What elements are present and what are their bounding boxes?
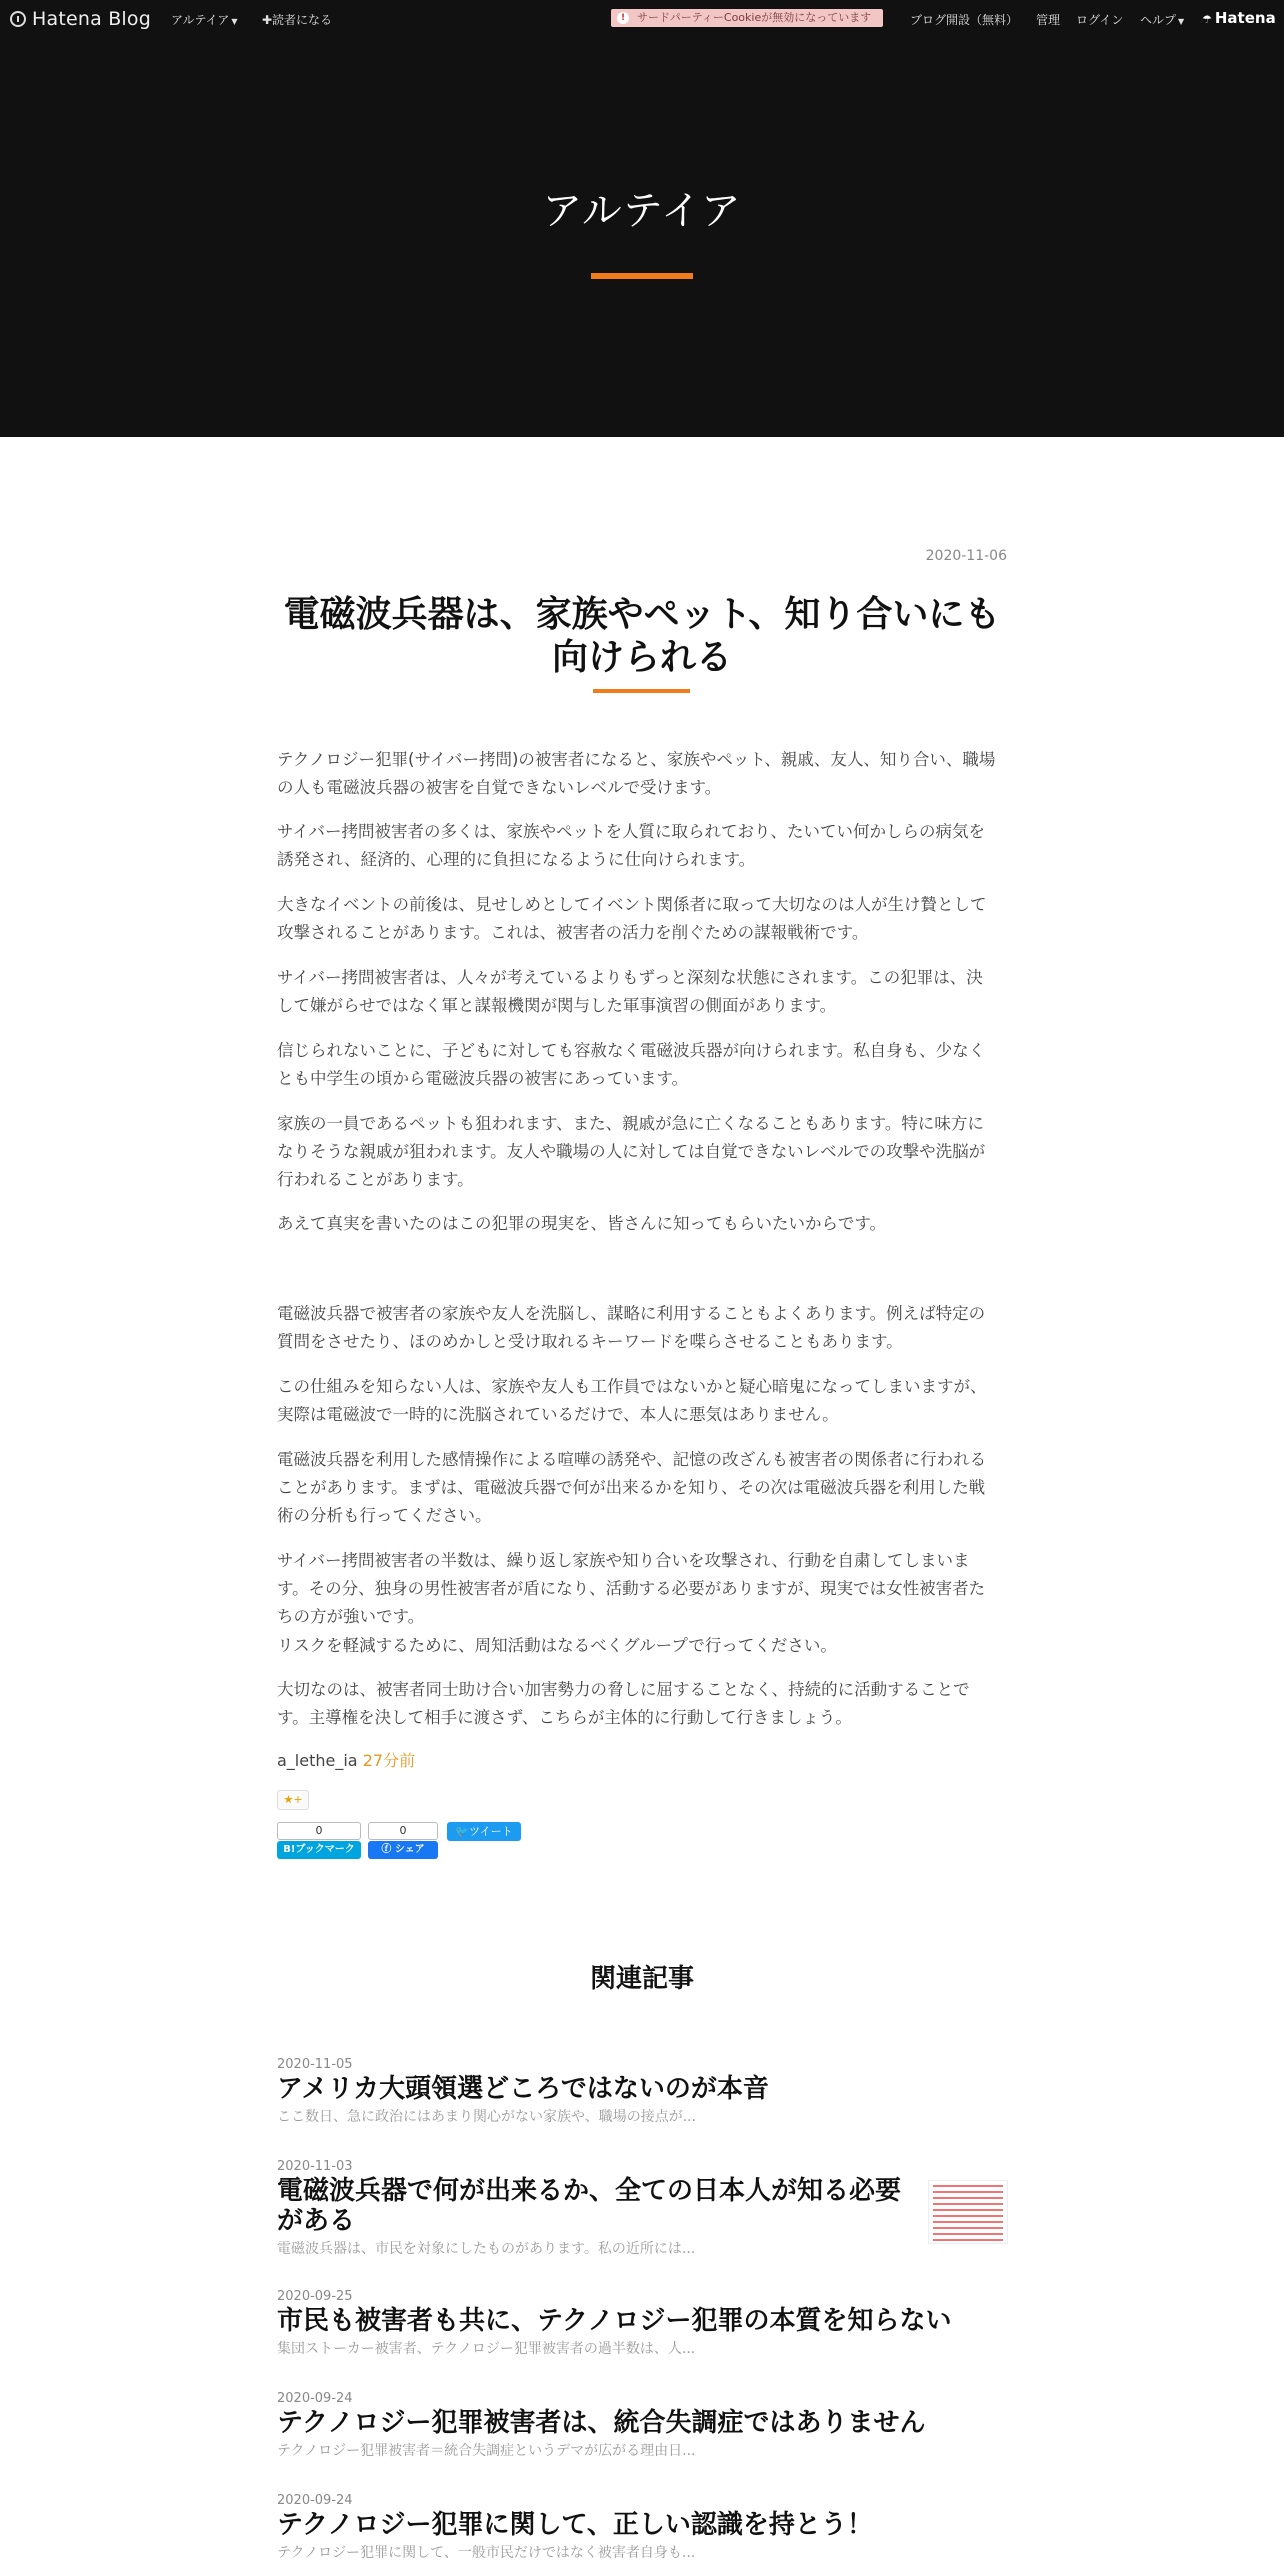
entry-paragraph: 大切なのは、被害者同士助け合い加害勢力の脅しに屈することなく、持続的に活動することです。主導権を決して相手に渡さず、こちらが主体的に行動して行きましょう。 xyxy=(277,1680,970,1727)
related-title[interactable]: テクノロジー犯罪被害者は、統合失調症ではありません xyxy=(277,2408,926,2438)
hatena-bookmark-share[interactable] xyxy=(277,1822,361,1859)
related-snippet: ここ数日、急に政治にはあまり関心がない家族や、職場の接点が... xyxy=(277,2109,697,2125)
facebook-share-button[interactable] xyxy=(368,1841,438,1859)
related-title[interactable]: 電磁波兵器で何が出来るか、全ての日本人が知る必要がある xyxy=(277,2176,902,2236)
cookie-warning[interactable] xyxy=(611,9,883,27)
cookie-warning-text: サードパーティーCookieが無効になっています xyxy=(637,11,872,24)
related-title[interactable]: アメリカ大頭領選どころではないのが本音 xyxy=(277,2074,769,2104)
open-blog-link[interactable]: ブログ開設（無料） xyxy=(910,13,1019,27)
related-snippet: 集団ストーカー被害者、テクノロジー犯罪被害者の過半数は、人... xyxy=(277,2341,696,2357)
entry-footer xyxy=(277,1748,415,1771)
facebook-icon: ⓕ xyxy=(381,1844,395,1855)
blog-menu-label: アルテイア xyxy=(171,13,230,27)
entry-paragraph: サイバー拷問被害者の半数は、繰り返し家族や知り合いを攻撃され、行動を自粛してしまいます。その分、独身の男性被害者が盾になり、活動する必要がありますが、現実では女性被害者たちの方が強いです。 xyxy=(277,1551,986,1626)
blog-title[interactable]: アルテイア xyxy=(542,188,742,234)
blog-menu[interactable] xyxy=(171,11,237,28)
logo-text: Hatena Blog xyxy=(32,8,151,30)
hatena-link[interactable] xyxy=(1202,9,1276,27)
related-item[interactable] xyxy=(277,2391,1007,2460)
related-heading: 関連記事 xyxy=(589,1964,694,1994)
related-snippet: 電磁波兵器は、市民を対象にしたものがあります。私の近所には... xyxy=(277,2241,696,2257)
related-item[interactable] xyxy=(277,2493,1007,2562)
blog-header xyxy=(0,37,1284,437)
entry-title-underline xyxy=(593,689,690,693)
bookmark-count: 0 xyxy=(277,1822,361,1840)
global-header xyxy=(0,0,1284,37)
facebook-share[interactable] xyxy=(368,1822,438,1859)
add-star-button[interactable]: ★+ xyxy=(277,1790,309,1810)
caret-down-icon: ▼ xyxy=(1178,17,1185,26)
related-item[interactable] xyxy=(277,2057,1007,2126)
entry-paragraph: この仕組みを知らない人は、家族や友人も工作員ではないかと疑心暗鬼になってしまいますが、実際は電磁波で一時的に洗脳されているだけで、本人に悪気はありません。 xyxy=(277,1377,987,1424)
hatena-label: Hatena xyxy=(1214,9,1276,27)
hatena-blog-logo[interactable] xyxy=(10,8,151,30)
entry-paragraph: 家族の一員であるペットも狙われます、また、親戚が急に亡くなることもあります。特に味方になりそうな親戚が狙われます。友人や職場の人に対しては自覚できないレベルでの攻撃や洗脳が行われることがあります。 xyxy=(277,1114,986,1189)
related-thumbnail[interactable] xyxy=(928,2180,1008,2244)
login-link[interactable]: ログイン xyxy=(1076,13,1124,27)
twitter-bird-icon: 🐦 xyxy=(455,1825,470,1838)
related-item[interactable] xyxy=(277,2289,1007,2358)
related-snippet: テクノロジー犯罪に関して、一般市民だけではなく被害者自身も... xyxy=(277,2545,696,2561)
related-item[interactable] xyxy=(277,2159,917,2258)
subscribe-button[interactable]: ✚読者になる xyxy=(262,13,333,27)
help-menu[interactable] xyxy=(1140,11,1184,28)
help-label: ヘルプ xyxy=(1140,13,1177,27)
entry-paragraph: 大きなイベントの前後は、見せしめとしてイベント関係者に取って大切なのは人が生け贄として攻撃されることがあります。これは、被害者の活力を削ぐための謀報戦術です。 xyxy=(277,895,987,942)
entry-paragraph: テクノロジー犯罪(サイバー拷問)の被害者になると、家族やペット、親戚、友人、知り合い、職場の人も電磁波兵器の被害を自覚できないレベルで受けます。 xyxy=(277,750,996,797)
entry-paragraph: 信じられないことに、子どもに対しても容赦なく電磁波兵器が向けられます。私自身も、少なくとも中学生の頃から電磁波兵器の被害にあっています。 xyxy=(277,1041,986,1088)
related-date: 2020-11-05 xyxy=(277,2057,353,2072)
entry-paragraph: 電磁波兵器で被害者の家族や友人を洗脳し、謀略に利用することもよくあります。例えば特定の質問をさせたり、ほのめかしと受け取れるキーワードを喋らさせることもあります。 xyxy=(277,1304,986,1351)
entry-paragraph: あえて真実を書いたのはこの犯罪の現実を、皆さんに知ってもらいたいからです。 xyxy=(277,1214,887,1233)
bookmark-button[interactable]: B!ブックマーク xyxy=(277,1841,361,1859)
entry-paragraph: サイバー拷問被害者の多くは、家族やペットを人質に取られており、たいてい何かしらの病気を誘発され、経済的、心理的に負担になるように仕向けられます。 xyxy=(277,822,986,869)
caret-down-icon: ▼ xyxy=(231,17,238,26)
tweet-button[interactable] xyxy=(447,1822,521,1841)
related-date: 2020-09-25 xyxy=(277,2289,353,2304)
author-link[interactable]: a_lethe_ia xyxy=(277,1751,358,1770)
entry-date[interactable]: 2020-11-06 xyxy=(925,548,1007,564)
related-date: 2020-09-24 xyxy=(277,2493,353,2508)
related-date: 2020-11-03 xyxy=(277,2159,353,2174)
related-title[interactable]: テクノロジー犯罪に関して、正しい認識を持とう！ xyxy=(277,2510,873,2540)
manage-link[interactable]: 管理 xyxy=(1036,13,1061,27)
facebook-count: 0 xyxy=(368,1822,438,1840)
posted-time-link[interactable]: 27分前 xyxy=(362,1751,416,1770)
facebook-share-label: シェア xyxy=(394,1844,425,1855)
warning-icon: ! xyxy=(617,12,629,24)
title-underline xyxy=(591,273,693,279)
entry-paragraph: 電磁波兵器を利用した感情操作による喧嘩の誘発や、記憶の改ざんも被害者の関係者に行われることがあります。まずは、電磁波兵器で何が出来るかを知り、その次は電磁波兵器を利用した戦術の分析も行ってください。 xyxy=(277,1450,987,1525)
related-snippet: テクノロジー犯罪被害者＝統合失調症というデマが広がる理由日... xyxy=(277,2443,696,2459)
tweet-label: ツイート xyxy=(469,1825,513,1838)
entry-paragraph: サイバー拷問被害者は、人々が考えているよりもずっと深刻な状態にされます。この犯罪は、決して嫌がらせではなく軍と謀報機関が関与した軍事演習の側面があります。 xyxy=(277,968,983,1015)
related-date: 2020-09-24 xyxy=(277,2391,353,2406)
entry-title[interactable]: 電磁波兵器は、家族やペット、知り合いにも向けられる xyxy=(283,594,1001,678)
hatena-mark-icon: ☂ xyxy=(1202,13,1212,26)
entry-paragraph: リスクを軽減するために、周知活動はなるべくグループで行ってください。 xyxy=(277,1636,837,1655)
hatena-logo-icon xyxy=(10,11,26,27)
related-title[interactable]: 市民も被害者も共に、テクノロジー犯罪の本質を知らない xyxy=(277,2306,952,2336)
